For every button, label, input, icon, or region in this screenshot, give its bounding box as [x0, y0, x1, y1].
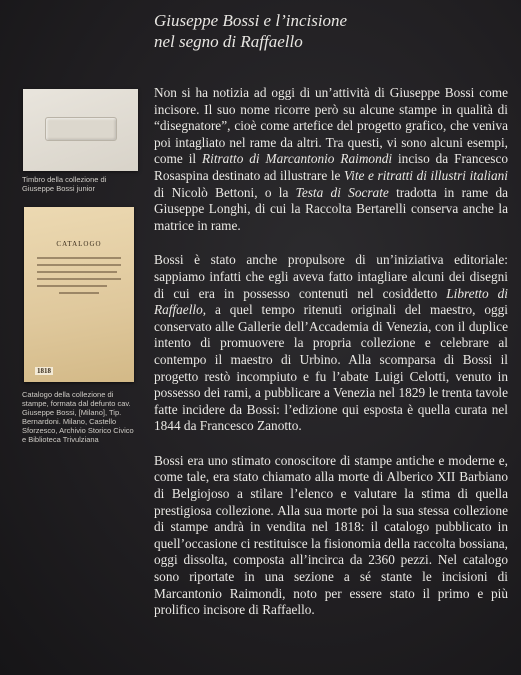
catalog-text-line [37, 285, 107, 287]
paragraph-1 [154, 85, 508, 234]
p2-text-1: Bossi è stato anche propulsore di un’iniziativa editoriale: sappiamo infatti che egli aveva fatto intagliare alcuni dei disegni di cui era in possesso contenuti nel cosiddetto [154, 252, 508, 301]
catalog-text-line [37, 264, 121, 266]
p1-text-4: tradotta in rame da Giuseppe Longhi, di cui la Raccolta Bertarelli conserva anche la matrice in rame. [154, 184, 509, 233]
p2-text-2: , a quel tempo ritenuti originali del maestro, oggi conservato alle Gallerie dell’Accademia di Venezia, con il duplice intento di promuovere la propria collezione e celebrare al contempo il maestro di Urbino. Alla scomparsa di Bossi il progetto restò incompiuto e fu l’abate Luigi Celotti, venuto in possesso dei rami, a pubblicare a Venezia nel 1829 le trenta tavole fatte incidere da Bossi: l’edizione qui esposta è quella curata nel 1844 da Francesco Zanotto. [154, 302, 508, 434]
catalog-text-line [37, 271, 117, 273]
catalog-text-line [59, 292, 99, 294]
collection-stamp-image [23, 89, 138, 171]
catalog-cover-image [24, 207, 134, 382]
title-line-1: Giuseppe Bossi e l’incisione [154, 11, 348, 30]
stamp-caption: Timbro della collezione di Giuseppe Bossi junior [22, 175, 107, 193]
panel-body-text [154, 85, 508, 637]
panel-title [154, 10, 504, 52]
p1-italic-3: Testa di Socrate [295, 184, 389, 200]
p1-italic-2: Vite e ritratti di illustri italiani [344, 167, 508, 183]
catalog-year-label: 1818 [37, 367, 51, 375]
catalog-heading: CATALOGO [56, 240, 102, 248]
title-line-2: nel segno di Raffaello [154, 32, 303, 51]
p1-text-1: Non si ha notizia ad oggi di un’attività di Giuseppe Bossi come incisore. Il suo nome ricorre però su alcune stampe in qualità di “disegnatore”, cioè come artefice del progetto grafico, che veniva poi intagliato nel rame da altri. Tra questi, vi sono alcuni esempi, come il [154, 85, 508, 167]
p1-text-3: di Nicolò Bettoni, o la [154, 184, 296, 200]
embossed-stamp-mark [45, 117, 117, 141]
p2-italic-1: Libretto di Raffaello [154, 285, 508, 318]
paragraph-2 [154, 252, 508, 435]
p1-text-2: inciso da Francesco Rosaspina destinato ad illustrare le [154, 151, 508, 183]
p1-italic-1: Ritratto di Marcantonio Raimondi [202, 151, 393, 167]
catalog-text-line [37, 257, 121, 259]
catalog-caption: Catalogo della collezione di stampe, formata dal defunto cav. Giuseppe Bossi, [Milano], Tip. Bernardoni. Milano, Castello Sforzesco, Archivio Storico Civico e Biblioteca Trivulziana [22, 390, 134, 444]
paragraph-3: Bossi era uno stimato conoscitore di stampe antiche e moderne e, come tale, era stato chiamato alla morte di Alberico XII Barbiano di Belgiojoso a stilare l’elenco e valutare la stima di quella prestigiosa collezione. Alla sua morte poi la sua stessa collezione di stampe andrà in vendita nel 1818: il catalogo pubblicato in quell’occasione ci restituisce la fisionomia della raccolta bossiana, oggi dissolta, composta all’incirca da 2360 pezzi. Nel catalogo sono riportate in una sezione a sé stante le incisioni di Marcantonio Raimondi, noto per essere stato il primo e più prolifico incisore di Raffaello. [154, 452, 508, 618]
catalog-text-line [37, 278, 121, 280]
